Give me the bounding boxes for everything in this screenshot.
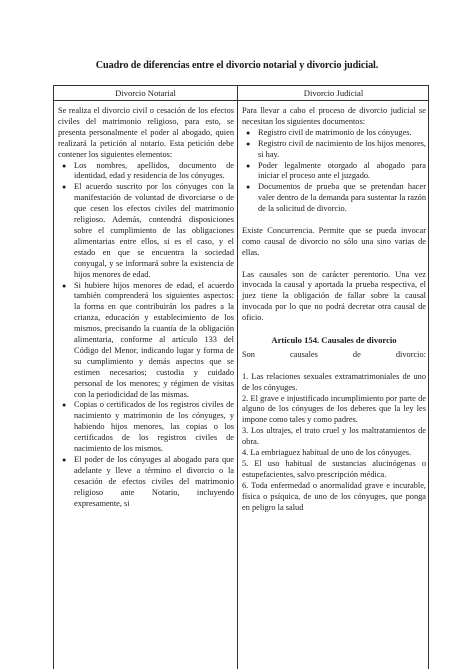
column-divider [237,86,238,669]
bullet-icon: ● [62,281,67,290]
document-title: Cuadro de diferencias entre el divorcio notarial y divorcio judicial. [95,60,379,71]
cause-item: 3. Los ultrajes, el trato cruel y los maltratamientos de obra. [242,426,426,447]
header-divorcio-notarial: Divorcio Notarial [115,88,176,98]
header-divider [54,100,428,101]
list-item: ● Registro civil de matrimonio de los cónyuges. [246,127,412,137]
cause-item: 1. Las relaciones sexuales extramatrimoniales de uno de los cónyuges. [242,371,426,392]
bullet-icon: ● [246,183,251,192]
bullet-icon: ● [62,161,67,170]
bullet-icon: ● [62,183,67,192]
judicial-intro: Para llevar a cabo el proceso de divorcio judicial se necesitan los siguientes documentos: [242,106,426,126]
causes-intro: Son causales de divorcio: [242,349,426,359]
article-154-heading: Artículo 154. Causales de divorcio [271,334,397,345]
list-item: ● Poder legalmente otorgado al abogado para iniciar el proceso ante el juzgado. [246,160,426,181]
bullet-icon: ● [62,401,67,410]
list-item: ● El poder de los cónyuges al abogado para que adelante y lleve a término el divorcio o la cesación de efectos civiles del matrimonio religioso ante Notario, incluyendo expresamente, si [62,455,234,508]
list-item: ● Documentos de prueba que se pretendan hacer valer dentro de la demanda para sustentar la razón de la solicitud de divorcio. [246,182,426,214]
list-item: ● El acuerdo suscrito por los cónyuges con la manifestación de voluntad de divorciarse o de que cesen los efectos civiles del matrimonio religioso. Además, contendrá disposiciones sobre el cumplimiento de las obligaciones alimentarias entre ellos, si es el caso, y el estado en que se encuentra la sociedad conyugal, y se informará sobre la existencia de hijos menores de edad. [62,182,234,279]
notarial-intro: Se realiza el divorcio civil o cesación de los efectos civiles del matrimonio religioso, para esto, se presenta personalmente el poder al abogado, quien realizará la petición al notario. Esta petición debe contener los siguientes elementos: [58,106,234,159]
header-divorcio-judicial: Divorcio Judicial [303,88,364,98]
list-item: ● Si hubiere hijos menores de edad, el acuerdo también comprenderá los siguientes aspectos: la forma en que contribuirán los padres a la crianza, educación y establecimiento de los mismos, precisando la cuantía de la obligación alimentaria, conforme al artículo 133 del Código del Menor, indicando lugar y forma de su cumplimiento y demás aspectos que se estimen necesarios; custodia y cuidado personal de los menores; y régimen de visitas con la periodicidad de las mismas. [62,280,234,399]
bullet-icon: ● [246,139,251,148]
bullet-icon: ● [246,161,251,170]
cause-item: 5. El uso habitual de sustancias alucinógenas o estupefacientes, salvo prescripción médica. [242,458,426,479]
list-item: ● Registro civil de nacimiento de los hijos menores, si hay. [246,138,426,159]
notarial-requirements-list [58,161,234,510]
judicial-column [242,106,426,513]
peremptory-paragraph: Las causales son de carácter perentorio. Una vez invocada la causal y aportada la prueba respectiva, el juez tiene la obligación de fallar sobre la causal invocada por lo que no podrá decretar otra causal de oficio. [242,269,426,323]
concurrence-paragraph: Existe Concurrencia. Permite que se pueda invocar como causal de divorcio no sólo una sino varias de ellas. [242,225,426,257]
cause-item: 4. La embriaguez habitual de uno de los cónyuges. [242,448,412,458]
judicial-documents-list [242,128,426,215]
bullet-icon: ● [246,128,251,137]
list-item: ● Los nombres, apellidos, documento de identidad, edad y residencia de los cónyuges. [62,160,234,181]
bullet-icon: ● [62,456,67,464]
list-item: ● Copias o certificados de los registros civiles de nacimiento y matrimonio de los cónyuges, y habiendo hijos menores, las copias o los certificados de los registros civiles de nacimiento de los mismos. [62,400,234,454]
cause-item: 2. El grave e injustificado incumplimiento por parte de alguno de los cónyuges de los deberes que la ley les impone como tales y como padres. [242,393,426,425]
notarial-column [58,106,234,510]
cause-item: 6. Toda enfermedad o anormalidad grave e incurable, física o psíquica, de uno de los cónyuges, que ponga en peligro la salud [242,480,426,512]
comparison-table [53,85,429,669]
